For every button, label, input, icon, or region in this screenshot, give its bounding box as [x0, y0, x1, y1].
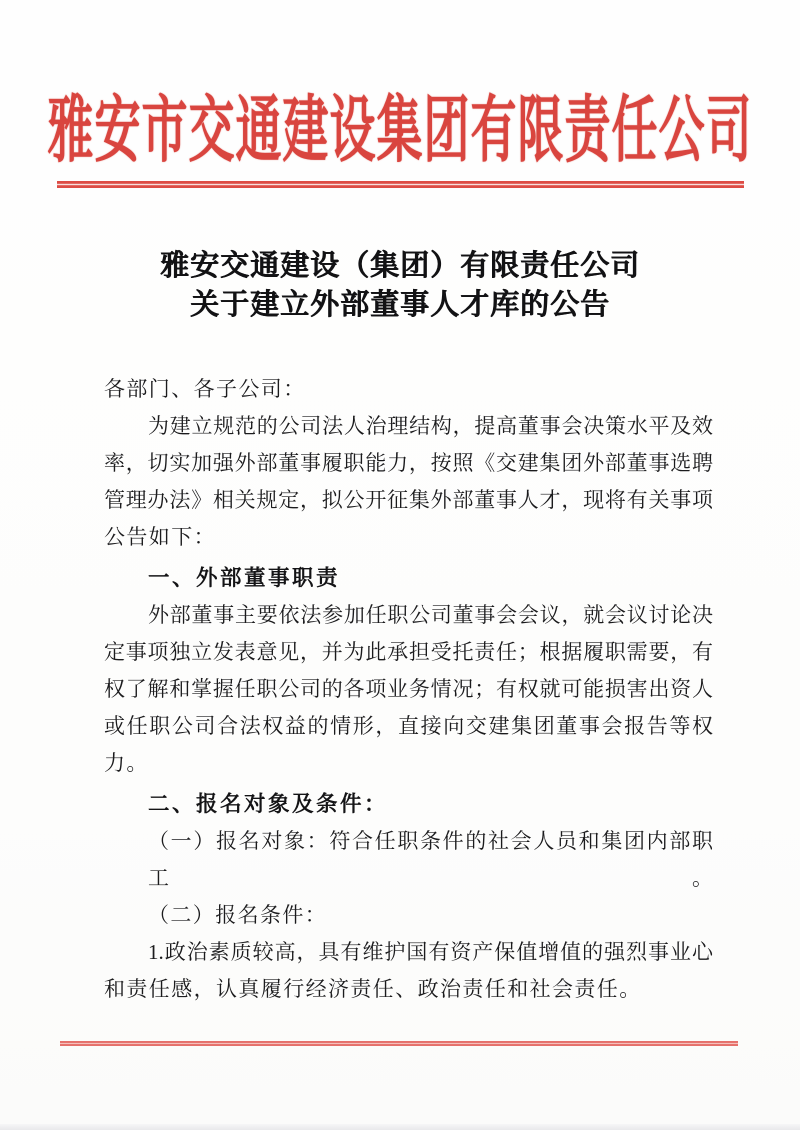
- body-line: 力。: [104, 751, 149, 775]
- section-heading-1: 一、外部董事职责: [148, 566, 341, 590]
- body-line-salutation: 各部门、各子公司：: [104, 377, 306, 401]
- letterhead-text: 雅安市交通建设集团有限责任公司: [47, 90, 753, 171]
- body-line: （二）报名条件：: [148, 903, 328, 927]
- document-title-line1: 雅安交通建设（集团）有限责任公司: [159, 250, 640, 282]
- body-line: 或任职公司合法权益的情形，直接向交建集团董事会报告等权: [104, 714, 713, 738]
- body-line: 为建立规范的公司法人治理结构，提高董事会决策水平及效: [148, 414, 713, 438]
- body-line: 外部董事主要依法参加任职公司董事会会议，就会议讨论决: [148, 603, 713, 627]
- footer-rule: [60, 1041, 738, 1046]
- body-line: 管理办法》相关规定，拟公开征集外部董事人才，现将有关事项: [104, 488, 713, 512]
- body-line: 和责任感，认真履行经济责任、政治责任和社会责任。: [104, 977, 642, 1001]
- body-line: 定事项独立发表意见，并为此承担受托责任；根据履职需要，有: [104, 640, 713, 664]
- letterhead-company-name: [0, 90, 800, 171]
- letterhead-rule: [57, 181, 744, 188]
- scan-edge-shadow: [0, 1124, 800, 1130]
- body-line: 1.政治素质较高，具有维护国有资产保值增值的强烈事业心: [148, 940, 713, 964]
- section-heading-2: 二、报名对象及条件：: [148, 792, 389, 816]
- body-line: （一）报名对象：符合任职条件的社会人员和集团内部职工。: [148, 829, 713, 890]
- body-line: 率，切实加强外部董事履职能力，按照《交建集团外部董事选聘: [104, 451, 713, 475]
- document-title: [0, 247, 800, 325]
- body-line: 公告如下：: [104, 525, 216, 549]
- document-body: [104, 371, 713, 1008]
- body-line: 权了解和掌握任职公司的各项业务情况；有权就可能损害出资人: [104, 677, 713, 701]
- document-title-line2: 关于建立外部董事人才库的公告: [189, 289, 610, 321]
